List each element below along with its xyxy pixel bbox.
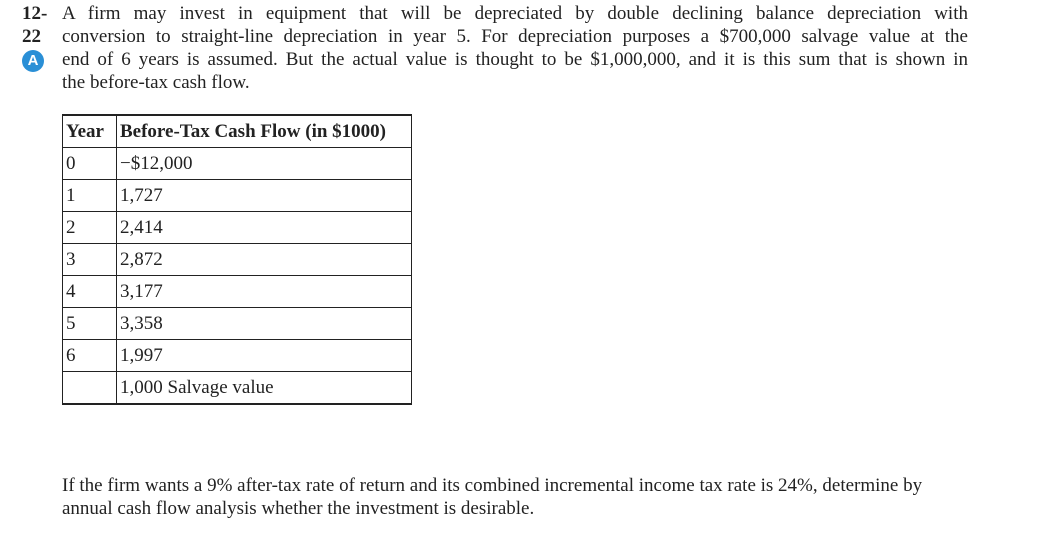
- cell-year: 4: [63, 276, 117, 308]
- cell-year: 5: [63, 308, 117, 340]
- problem-number-chapter: 12-: [22, 3, 48, 24]
- question-text: If the firm wants a 9% after-tax rate of return and its combined incremental income tax rate is 24%, determine by annual cash flow analysis whether the investment is desirable.: [62, 475, 923, 519]
- cell-cash-flow: 1,727: [117, 180, 412, 212]
- cell-year: [63, 372, 117, 405]
- problem-line: A firm may invest in equipment that will be depreciated by double declining balance depreciation with: [62, 3, 968, 24]
- table-row: [63, 212, 412, 244]
- cell-cash-flow: 3,358: [117, 308, 412, 340]
- table-row: [63, 148, 412, 180]
- problem-line: end of 6 years is assumed. But the actual value is thought to be $1,000,000, and it is this sum that is shown in: [62, 49, 968, 70]
- table-row: [63, 244, 412, 276]
- cell-year: 3: [63, 244, 117, 276]
- problem-number-index: 22: [22, 26, 41, 47]
- table-row: [63, 308, 412, 340]
- table-row: [63, 276, 412, 308]
- cell-year: 6: [63, 340, 117, 372]
- table-row: [63, 180, 412, 212]
- table-row: [63, 372, 412, 405]
- cell-year: 0: [63, 148, 117, 180]
- cell-cash-flow: 3,177: [117, 276, 412, 308]
- cell-cash-flow: −$12,000: [117, 148, 412, 180]
- table-header-row: [63, 115, 412, 148]
- problem-number: [22, 2, 62, 71]
- cell-cash-flow: 1,000 Salvage value: [117, 372, 412, 405]
- header-cash-flow: Before-Tax Cash Flow (in $1000): [117, 115, 412, 148]
- header-year: Year: [63, 115, 117, 148]
- answer-badge-icon[interactable]: A: [22, 50, 44, 72]
- cell-cash-flow: 2,872: [117, 244, 412, 276]
- cell-cash-flow: 2,414: [117, 212, 412, 244]
- table-row: [63, 340, 412, 372]
- problem-line: conversion to straight-line depreciation in year 5. For depreciation purposes a $700,000 salvage value at the: [62, 26, 968, 47]
- cash-flow-table: [62, 114, 412, 405]
- problem-line: the before-tax cash flow.: [62, 72, 250, 93]
- cell-year: 2: [63, 212, 117, 244]
- problem-statement: [62, 2, 968, 94]
- cell-year: 1: [63, 180, 117, 212]
- cell-cash-flow: 1,997: [117, 340, 412, 372]
